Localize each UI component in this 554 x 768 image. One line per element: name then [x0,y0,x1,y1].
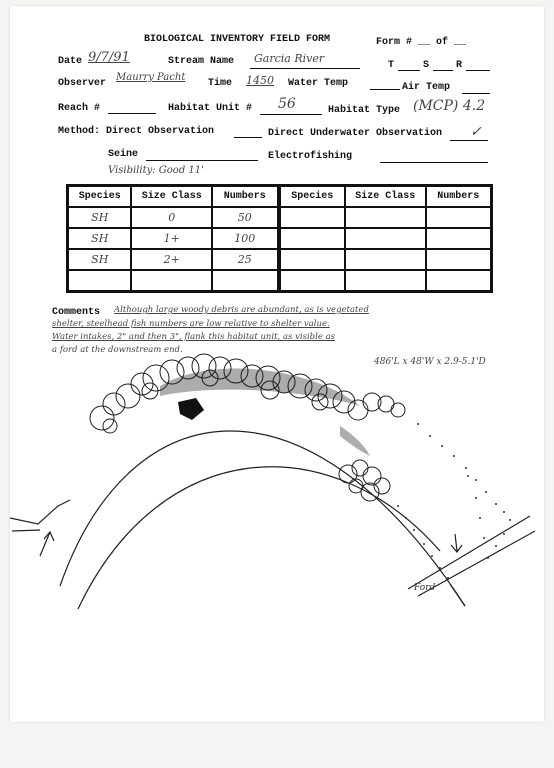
date-label: Date [58,56,83,67]
cell-size-class: 0 [131,207,212,228]
comment-line-4: a ford at the downstream end. [52,345,183,355]
header-species-1: Species [68,186,132,208]
visibility-note: Visibility: Good 11' [108,165,204,176]
flow-arrow [40,532,50,556]
direct-underwater-check: ✓ [470,124,482,140]
electrofishing-label: Electrofishing [268,151,353,162]
cell-numbers: 50 [212,207,278,228]
water-temp-label: Water Temp [288,78,349,89]
s-label: S [423,60,430,71]
form-title: BIOLOGICAL INVENTORY FIELD FORM [144,34,331,45]
stream-name-label: Stream Name [168,56,235,67]
header-size-class-2: Size Class [345,186,426,208]
habitat-unit-value: 56 [278,96,296,112]
cell-species: SH [68,228,132,249]
header-species-2: Species [279,186,345,208]
intake-pipe [10,500,70,524]
inner-channel-curve [78,467,440,609]
cell-species: SH [68,249,132,270]
ford-edge [450,584,465,606]
air-temp-label: Air Temp [402,82,451,93]
flow-arrowhead [44,532,54,541]
outer-bank-curve [60,431,465,606]
comment-line-3: Water intakes, 2" and then 3", flank this habitat unit, as visible as [52,332,336,342]
habitat-type-value: (MCP) 4.2 [413,98,486,114]
form-number-label: Form # __ of __ [376,37,467,48]
header-size-class-1: Size Class [131,186,212,208]
habitat-dimensions: 486'L x 48'W x 2.9-5.1'D [374,357,486,367]
habitat-type-label: Habitat Type [328,105,401,116]
observer-value: Maurry Pacht [116,72,186,83]
cell-size-class: 1+ [131,228,212,249]
cell-numbers: 25 [212,249,278,270]
habitat-unit-label: Habitat Unit # [168,103,253,114]
ford-label: Ford [414,583,436,593]
cell-numbers: 100 [212,228,278,249]
field-form-page [10,6,544,722]
direct-underwater-label: Direct Underwater Observation [268,128,443,139]
cell-species: SH [68,207,132,228]
date-value: 9/7/91 [88,50,130,65]
seine-label: Seine [108,149,139,160]
time-value: 1450 [246,74,274,87]
method-label: Method: Direct Observation [58,126,215,137]
cell-size-class: 2+ [131,249,212,270]
header-numbers-2: Numbers [426,186,492,208]
habitat-sketch [10,6,544,722]
comment-line-1: Although large woody debris are abundant, as is vegetated [114,305,369,315]
t-label: T [388,60,395,71]
stream-name-value: Garcia River [254,52,325,65]
comment-line-2: shelter, steelhead fish numbers are low relative to shelter value. [52,319,330,329]
boulder-mark [178,398,204,420]
r-label: R [456,60,463,71]
observer-label: Observer [58,78,107,89]
time-label: Time [208,78,233,89]
intake-pipe-lower [12,530,40,531]
header-numbers-1: Numbers [212,186,278,208]
comments-label: Comments [52,307,101,318]
reach-label: Reach # [58,103,101,114]
